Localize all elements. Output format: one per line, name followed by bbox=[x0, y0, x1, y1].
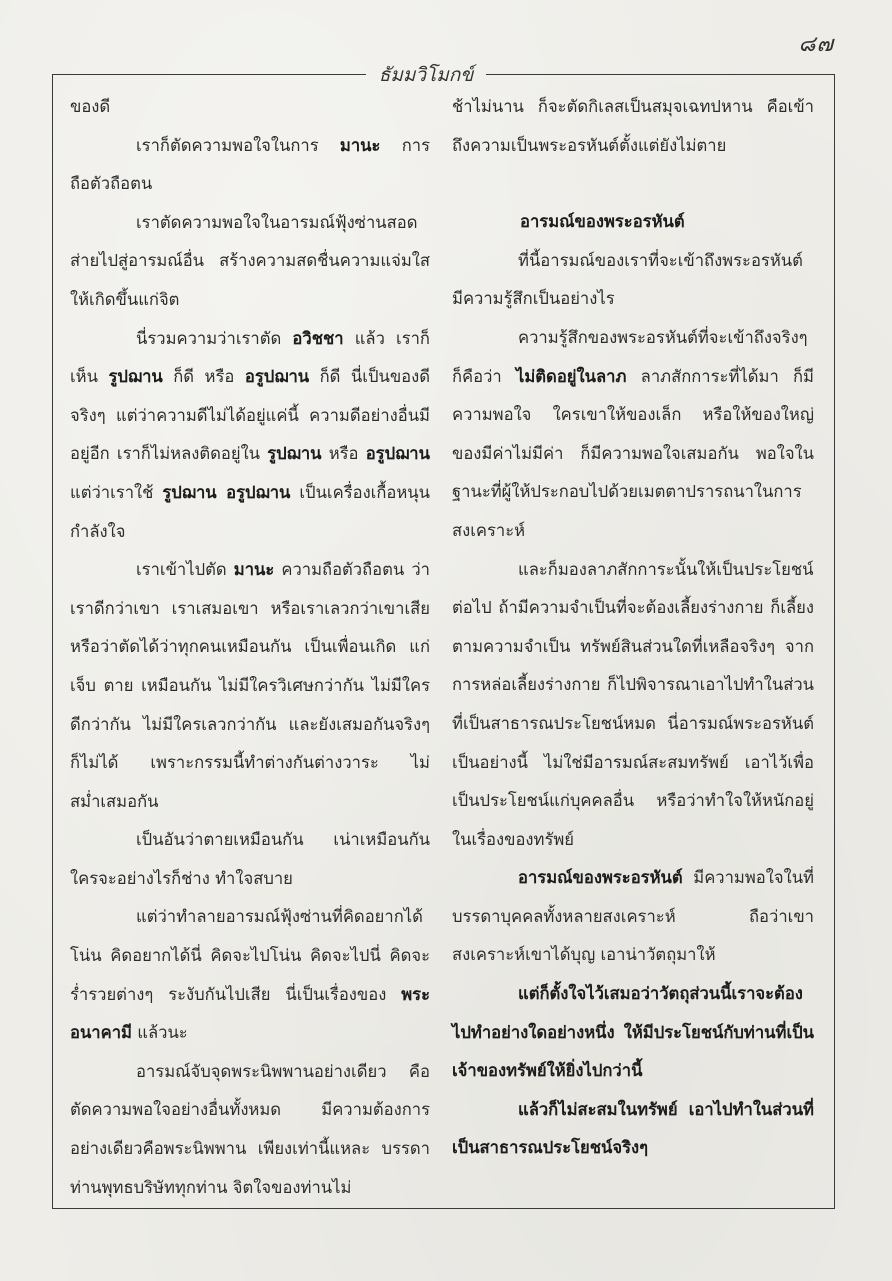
left-paragraph-8: อารมณ์จับจุดพระนิพพานอย่างเดียว คือตัดความพอใจอย่างอื่นทั้งหมด มีความต้องการอย่างเดียวคือพระนิพพาน เพียงเท่านี้แหละ บรรดาท่านพุทธบริษัททุกท่าน จิตใจของท่านไม่ bbox=[70, 1061, 430, 1197]
term-rupa-arupa-jhana: รูปฌาน อรูปฌาน bbox=[162, 482, 291, 502]
term-arupa-jhana: อรูปฌาน bbox=[365, 444, 430, 464]
term-anagami: พระอนาคามี bbox=[70, 984, 430, 1043]
term-rupa-jhana: รูปฌาน bbox=[108, 367, 163, 387]
term-avijja: อวิชชา bbox=[292, 328, 344, 348]
right-paragraph-1: ช้าไม่นาน ก็จะตัดกิเลสเป็นสมุจเฉทปหาน คือเข้าถึงความเป็นพระอรหันต์ตั้งแต่ยังไม่ตาย bbox=[452, 97, 814, 155]
right-paragraph-2: ที่นี้อารมณ์ของเราที่จะเข้าถึงพระอรหันต์ มีความรู้สึกเป็นอย่างไร bbox=[452, 250, 803, 309]
right-paragraph-5: อารมณ์ของพระอรหันต์ มีความพอใจในที่บรรดาบุคคลทั้งหลายสงเคราะห์ ถือว่าเขาสงเคราะห์เขาได้บุญ เอาน่าวัตถุมาให้ bbox=[452, 868, 814, 965]
right-paragraph-4: และก็มองลาภสักการะนั้นให้เป็นประโยชน์ต่อไป ถ้ามีความจำเป็นที่จะต้องเลี้ยงร่างกาย ก็เลี้ยงตามความจำเป็น ทรัพย์สินส่วนใดที่เหลือจริงๆ จากการหล่อเลี้ยงร่างกาย ก็ไปพิจารณาเอาไปทำในส่วนที่เป็นสาธารณประโยชน์หมด นี่อารมณ์พระอรหันต์เป็นอย่างนี้ ไม่ใช่มีอารมณ์สะสมทรัพย์ เอาไว้เพื่อเป็นประโยชน์แก่บุคคลอื่น หรือว่าทำใจให้หนักอยู่ในเรื่องของทรัพย์ bbox=[452, 559, 814, 849]
left-paragraph-7: แต่ว่าทำลายอารมณ์ฟุ้งซ่านที่คิดอยากได้โน่น คิดอยากได้นี่ คิดจะไปโน่น คิดจะไปนี่ คิดจะร่ำรวยต่างๆ ระงับกันไปเสีย นี่เป็นเรื่องของ พระอนาคามี แล้วนะ bbox=[70, 907, 430, 1043]
term-mana: มานะ bbox=[233, 560, 275, 580]
term-mana: มานะ bbox=[339, 135, 381, 155]
left-column bbox=[70, 88, 430, 1207]
running-head: ธัมมวิโมกข์ bbox=[378, 64, 474, 86]
term-arahant-mind: อารมณ์ของพระอรหันต์ bbox=[518, 868, 683, 888]
term-arupa-jhana: อรูปฌาน bbox=[244, 367, 310, 387]
left-paragraph-5: เราเข้าไปตัด มานะ ความถือตัวถือตน ว่าเราดีกว่าเขา เราเสมอเขา หรือเราเลวกว่าเขาเสีย หรือว่าตัดได้ว่าทุกคนเหมือนกัน เป็นเพื่อนเกิด แก่ เจ็บ ตาย เหมือนกัน ไม่มีใครวิเศษกว่ากัน ไม่มีใครดีกว่ากัน ไม่มีใครเลวกว่ากัน และยังเสมอกันจริงๆ ก็ไม่ได้ เพราะกรรมนี้ทำต่างกันต่างวาระ ไม่สม่ำเสมอกัน bbox=[70, 560, 430, 811]
right-paragraph-6: แต่ก็ตั้งใจไว้เสมอว่าวัตถุส่วนนี้เราจะต้องไปทำอย่างใดอย่างหนึ่ง ให้มีประโยชน์กับท่านที่เป็นเจ้าของทรัพย์ให้ยิ่งไปกว่านี้ bbox=[452, 984, 814, 1081]
right-paragraph-7: แล้วก็ไม่สะสมในทรัพย์ เอาไปทำในส่วนที่เป็นสาธารณประโยชน์จริงๆ bbox=[452, 1099, 814, 1158]
page-number: ๘๗ bbox=[798, 32, 834, 57]
left-paragraph-6: เป็นอันว่าตายเหมือนกัน เน่าเหมือนกัน ใครจะอย่างไรก็ช่าง ทำใจสบาย bbox=[70, 830, 430, 888]
section-heading-arahant: อารมณ์ของพระอรหันต์ bbox=[520, 212, 685, 232]
left-paragraph-3: เราตัดความพอใจในอารมณ์ฟุ้งซ่านสอดส่ายไปสู่อารมณ์อื่น สร้างความสดชื่นความแจ่มใสให้เกิดขึ้นแก่จิต bbox=[70, 212, 430, 309]
term-not-attached-to-gain: ไม่ติดอยู่ในลาภ bbox=[516, 366, 627, 386]
left-paragraph-1: ของดี bbox=[70, 97, 111, 116]
left-paragraph-4: นี่รวมความว่าเราตัด อวิชชา แล้ว เราก็เห็น รูปฌาน ก็ดี หรือ อรูปฌาน ก็ดี นี่เป็นของดีจริงๆ แต่ว่าความดีไม่ได้อยู่แค่นี้ ความดีอย่างอื่นมีอยู่อีก เราก็ไม่หลงติดอยู่ใน รูปฌาน หรือ อรูปฌาน แต่ว่าเราใช้ รูปฌาน อรูปฌาน เป็นเครื่องเกื้อหนุนกำลังใจ bbox=[70, 328, 431, 541]
right-paragraph-3: ความรู้สึกของพระอรหันต์ที่จะเข้าถึงจริงๆ ก็คือว่า ไม่ติดอยู่ในลาภ ลาภสักการะที่ได้มา ก็มีความพอใจ ใครเขาให้ของเล็ก หรือให้ของใหญ่ ของมีค่าไม่มีค่า ก็มีความพอใจเสมอกัน พอใจในฐานะที่ผู้ให้ประกอบไปด้วยเมตตาปรารถนาในการสงเคราะห์ bbox=[452, 327, 814, 540]
term-rupa-jhana: รูปฌาน bbox=[267, 444, 322, 464]
left-paragraph-2: เราก็ตัดความพอใจในการ มานะ การถือตัวถือตน bbox=[70, 135, 430, 194]
right-column bbox=[452, 88, 814, 1168]
